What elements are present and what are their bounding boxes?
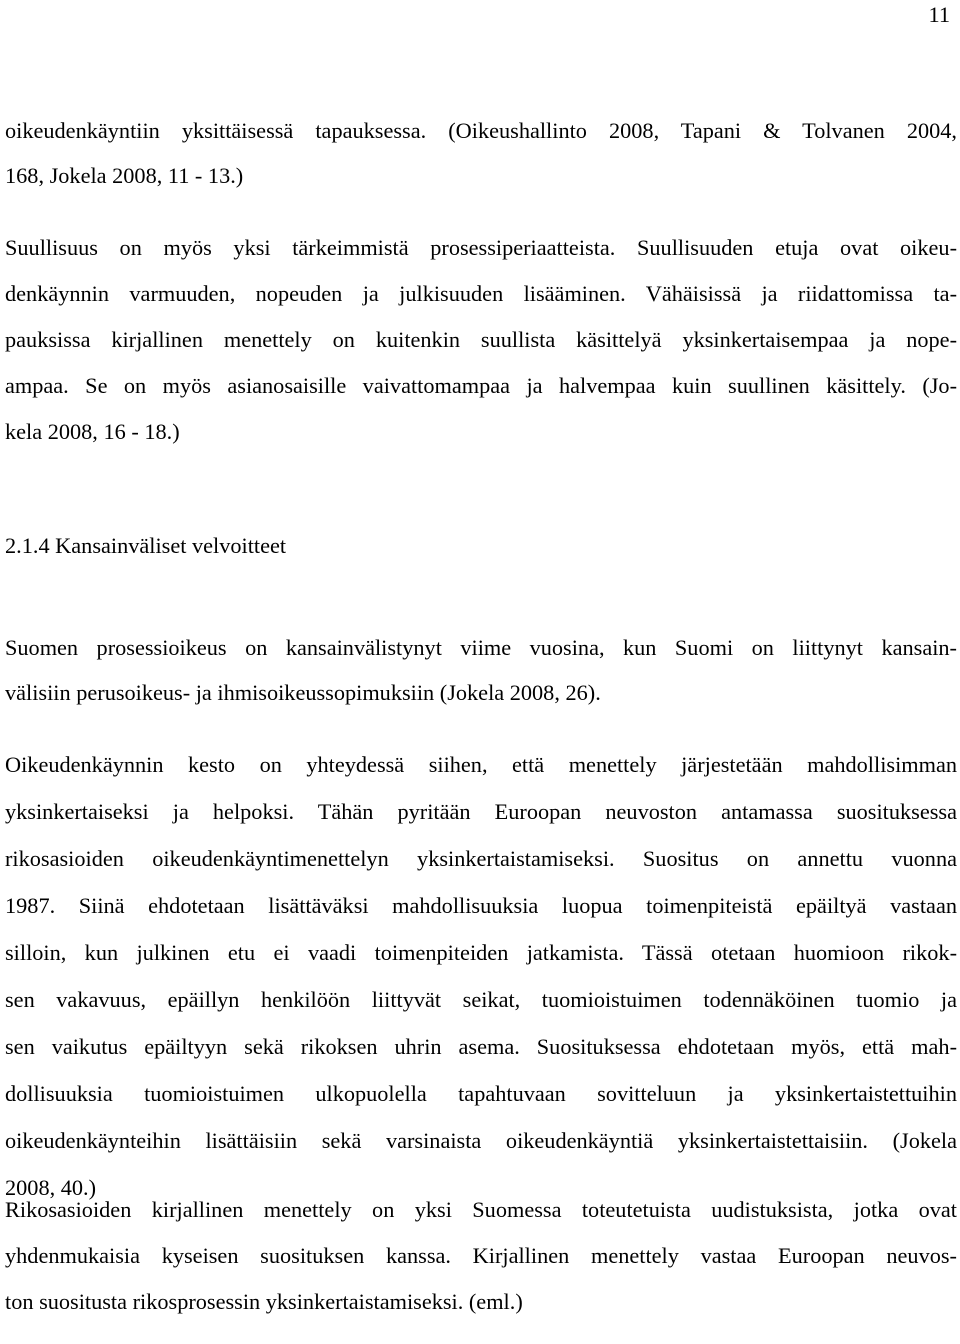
page-number: 11: [928, 2, 950, 27]
text-line: oikeudenkäynteihin lisättäisiin sekä varsinaista oikeudenkäyntiä yksinkertaistettaisiin. (Jokela: [5, 1128, 957, 1153]
text-line: pauksissa kirjallinen menettely on kuitenkin suullista käsittelyä yksinkertaisempaa ja nope-: [5, 327, 957, 352]
text-line: yksinkertaiseksi ja helpoksi. Tähän pyritään Euroopan neuvoston antamassa suosituksessa: [5, 799, 957, 824]
text-line: kela 2008, 16 - 18.): [5, 419, 180, 444]
text-line: sen vaikutus epäiltyyn sekä rikoksen uhrin asema. Suosituksessa ehdotetaan myös, että mah-: [5, 1034, 957, 1059]
text-line: 2008, 40.): [5, 1175, 97, 1200]
text-line: ton suositusta rikosprosessin yksinkertaistamiseksi. (eml.): [5, 1289, 523, 1314]
text-line: rikosasioiden oikeudenkäyntimenettelyn yksinkertaistamiseksi. Suositus on annettu vuonna: [5, 846, 957, 871]
text-line: Oikeudenkäynnin kesto on yhteydessä siihen, että menettely järjestetään mahdollisimman: [5, 752, 957, 777]
text-line: 168, Jokela 2008, 11 - 13.): [5, 163, 244, 188]
text-line: yhdenmukaisia kyseisen suosituksen kanssa. Kirjallinen menettely vastaa Euroopan neuvos-: [5, 1243, 957, 1268]
text-line: denkäynnin varmuuden, nopeuden ja julkisuuden lisääminen. Vähäisissä ja riidattomissa ta-: [5, 281, 957, 306]
text-line: sen vakavuus, epäillyn henkilöön liittyvät seikat, tuomioistuimen todennäköinen tuomio ja: [5, 987, 957, 1012]
paragraph: [5, 225, 957, 455]
section-heading: 2.1.4 Kansainväliset velvoitteet: [5, 533, 287, 558]
text-line: silloin, kun julkinen etu ei vaadi toimenpiteiden jatkamista. Tässä otetaan huomioon rikok-: [5, 940, 957, 965]
text-line: dollisuuksia tuomioistuimen ulkopuolella tapahtuvaan sovitteluun ja yksinkertaistettuihin: [5, 1081, 957, 1106]
text-line: Suomen prosessioikeus on kansainvälistynyt viime vuosina, kun Suomi on liittynyt kansain-: [5, 635, 957, 660]
paragraph: [5, 625, 957, 715]
text-line: Suullisuus on myös yksi tärkeimmistä prosessiperiaatteista. Suullisuuden etuja ovat oikeu-: [5, 235, 957, 260]
text-line: Rikosasioiden kirjallinen menettely on yksi Suomessa toteutetuista uudistuksista, jotka ovat: [5, 1197, 957, 1222]
text-line: 1987. Siinä ehdotetaan lisättäväksi mahdollisuuksia luopua toimenpiteistä epäiltyä vastaan: [5, 893, 957, 918]
paragraph: [5, 108, 957, 198]
text-line: ampaa. Se on myös asianosaisille vaivattomampaa ja halvempaa kuin suullinen käsittely. (Jo-: [5, 373, 957, 398]
paragraph: [5, 741, 957, 1211]
text-line: oikeudenkäyntiin yksittäisessä tapauksessa. (Oikeushallinto 2008, Tapani & Tolvanen 2004,: [5, 118, 957, 143]
paragraph: [5, 1187, 957, 1325]
text-line: välisiin perusoikeus- ja ihmisoikeussopimuksiin (Jokela 2008, 26).: [5, 680, 601, 705]
